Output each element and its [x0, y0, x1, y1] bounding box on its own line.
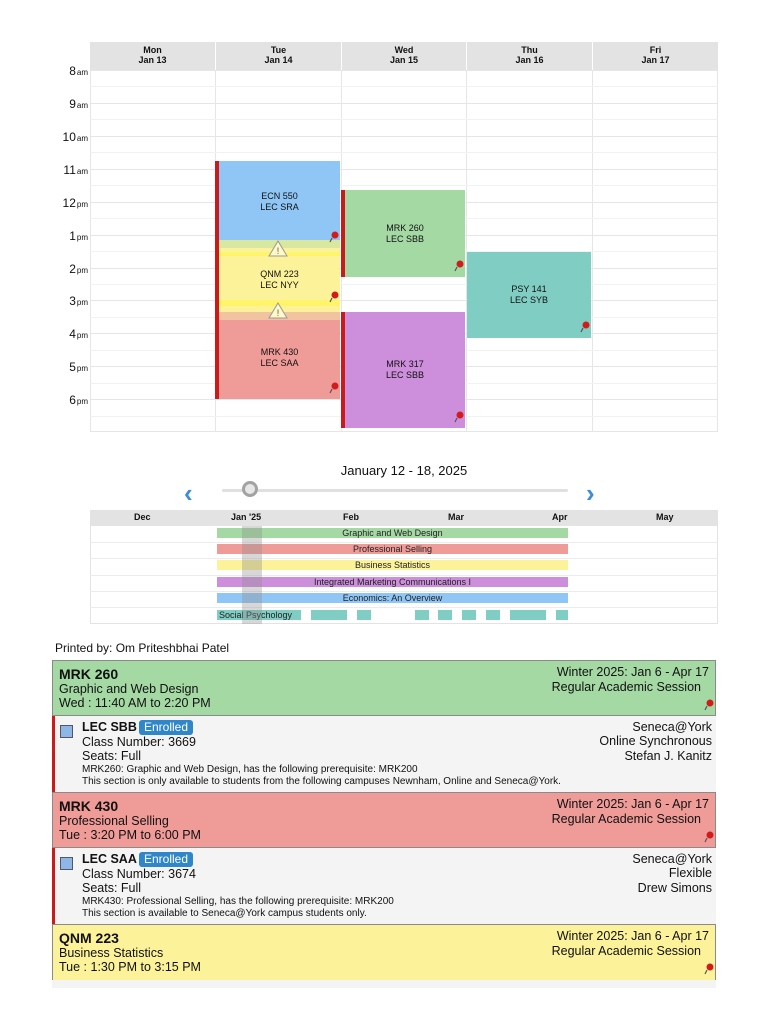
hour-number: 2 [69, 262, 76, 276]
svg-text:!: ! [276, 308, 280, 318]
course-header-qnm223[interactable] [52, 924, 716, 980]
printed-by: Printed by: Om Priteshbhai Patel [55, 641, 230, 655]
hour-label [58, 130, 88, 144]
instructor: Drew Simons [637, 881, 712, 895]
timeline-bar[interactable]: Professional Selling [217, 544, 568, 554]
hour-number: 5 [69, 360, 76, 374]
hour-number: 4 [69, 327, 76, 341]
day-header-mon [90, 42, 216, 70]
campus-note: This section is available to Seneca@York campus students only. [82, 908, 367, 919]
event-code: PSY 141 [511, 284, 547, 294]
hour-ampm: pm [76, 298, 88, 307]
hour-label [58, 163, 88, 177]
delivery-mode: Flexible [668, 866, 712, 880]
grid-line [90, 431, 718, 432]
hour-label [58, 393, 88, 407]
course-code: MRK 260 [59, 666, 119, 682]
enrolled-bar [215, 317, 219, 399]
section-name: LEC SAA [82, 852, 137, 866]
event-section: LEC SRA [260, 202, 299, 212]
grid-line [90, 136, 718, 137]
chevron-left-icon[interactable]: ‹ [184, 478, 193, 508]
event-code: QNM 223 [260, 269, 299, 279]
timeline-row-line [90, 575, 718, 576]
hour-number: 12 [62, 196, 76, 210]
course-time: Tue : 1:30 PM to 3:15 PM [59, 960, 201, 974]
list-fade [52, 980, 716, 988]
event-section: LEC SBB [385, 370, 425, 380]
warning-icon [268, 302, 288, 319]
timeline-month: Mar [448, 512, 465, 522]
pin-icon[interactable] [329, 231, 339, 243]
hour-label [58, 229, 88, 243]
campus: Seneca@York [632, 852, 712, 866]
event-mrk260[interactable] [345, 190, 465, 277]
section-row-lec-saa [52, 848, 716, 924]
timeline-bar-segment [311, 610, 347, 620]
course-term: Winter 2025: Jan 6 - Apr 17 [556, 665, 709, 679]
timeline-bar[interactable]: Graphic and Web Design [217, 528, 568, 538]
day-header-fri [593, 42, 718, 70]
section-name: LEC SBB [82, 720, 137, 734]
day-date: Jan 13 [138, 55, 167, 65]
course-title: Graphic and Web Design [59, 682, 199, 696]
course-code: QNM 223 [59, 930, 119, 946]
course-term: Winter 2025: Jan 6 - Apr 17 [556, 929, 709, 943]
instructor: Stefan J. Kanitz [624, 749, 712, 763]
grid-line [90, 185, 718, 186]
timeline-month: Jan '25 [231, 512, 262, 522]
timeline-bar-segment [462, 610, 476, 620]
timeline-bar-segment [556, 610, 568, 620]
status-badge: Enrolled [139, 720, 193, 735]
course-title: Business Statistics [59, 946, 164, 960]
course-session: Regular Academic Session [551, 944, 701, 958]
event-section: LEC SYB [509, 295, 549, 305]
grid-line [90, 169, 718, 170]
day-date: Jan 15 [389, 55, 419, 65]
section-checkbox[interactable] [60, 857, 73, 870]
warning-icon [268, 240, 288, 257]
course-time: Wed : 11:40 AM to 2:20 PM [59, 696, 211, 710]
class-number: Class Number: 3669 [82, 735, 196, 749]
grid-line [90, 300, 718, 301]
enrolled-bar [52, 848, 55, 924]
hour-label [58, 262, 88, 276]
course-code: MRK 430 [59, 798, 119, 814]
hour-label [58, 196, 88, 210]
hour-label [58, 97, 88, 111]
event-section: LEC SAA [260, 358, 299, 368]
hour-ampm: pm [76, 233, 88, 242]
campus-note: This section is only available to students from the following campuses Newnham, Online and Seneca@York. [82, 776, 561, 787]
hour-ampm: pm [76, 266, 88, 275]
pin-icon[interactable] [580, 321, 590, 333]
prerequisite-note: MRK260: Graphic and Web Design, has the following prerequisite: MRK200 [82, 764, 418, 775]
hour-ampm: am [76, 167, 88, 176]
enrolled-bar [215, 161, 219, 243]
course-time: Tue : 3:20 PM to 6:00 PM [59, 828, 201, 842]
day-name: Mon [143, 45, 162, 55]
timeline-month: Feb [343, 512, 360, 522]
event-psy141[interactable] [467, 252, 591, 338]
pin-icon[interactable] [454, 260, 464, 272]
hour-ampm: pm [76, 200, 88, 209]
pin-icon[interactable] [329, 291, 339, 303]
enrolled-bar [341, 190, 345, 277]
hour-label [58, 360, 88, 374]
course-header-mrk260[interactable] [52, 660, 716, 716]
section-row-lec-sbb [52, 716, 716, 792]
hour-number: 8 [69, 64, 76, 78]
event-section: LEC NYY [260, 280, 299, 290]
hour-number: 1 [69, 229, 76, 243]
hour-number: 10 [62, 130, 76, 144]
course-term: Winter 2025: Jan 6 - Apr 17 [556, 797, 709, 811]
pin-icon[interactable] [704, 831, 714, 843]
timeline-bar-segment [486, 610, 500, 620]
hour-number: 11 [63, 163, 76, 177]
timeline-bar-segment [510, 610, 546, 620]
timeline-bar-segment [438, 610, 452, 620]
pin-icon[interactable] [704, 699, 714, 711]
course-header-mrk430[interactable] [52, 792, 716, 848]
status-badge: Enrolled [139, 852, 193, 867]
pin-icon[interactable] [329, 382, 339, 394]
hour-ampm: am [76, 101, 88, 110]
hour-ampm: pm [76, 331, 88, 340]
timeline-bar-segment [415, 610, 429, 620]
course-session: Regular Academic Session [551, 680, 701, 694]
event-mrk430[interactable] [219, 317, 340, 399]
hour-number: 9 [69, 97, 76, 111]
week-slider-track[interactable] [222, 489, 568, 492]
pin-icon[interactable] [454, 411, 464, 423]
timeline-month: Apr [552, 512, 568, 522]
svg-text:!: ! [276, 246, 280, 256]
hour-ampm: pm [76, 397, 88, 406]
grid-line [90, 284, 718, 285]
section-checkbox[interactable] [60, 725, 73, 738]
hour-number: 6 [69, 393, 76, 407]
enrolled-bar [52, 716, 55, 792]
hour-label [58, 294, 88, 308]
event-section: LEC SBB [385, 233, 425, 244]
hour-ampm: am [76, 68, 88, 77]
event-code: MRK 317 [386, 359, 424, 369]
grid-line [90, 103, 718, 104]
event-code: MRK 260 [386, 222, 424, 233]
chevron-right-icon[interactable]: › [586, 478, 595, 508]
day-header-wed [342, 42, 467, 70]
timeline-bar[interactable]: Business Statistics [217, 560, 568, 570]
timeline-month: May [656, 512, 674, 522]
timeline-bar[interactable]: Integrated Marketing Communications I [217, 577, 568, 587]
timeline-bar[interactable]: Social Psychology [217, 610, 301, 620]
event-code: ECN 550 [261, 191, 298, 201]
course-title: Professional Selling [59, 814, 169, 828]
hour-label [58, 64, 88, 78]
day-date: Jan 16 [515, 55, 544, 65]
timeline-row-line [90, 591, 718, 592]
timeline-bar[interactable]: Economics: An Overview [217, 593, 568, 603]
grid-line [90, 152, 718, 153]
course-session: Regular Academic Session [551, 812, 701, 826]
seats: Seats: Full [82, 749, 142, 763]
delivery-mode: Online Synchronous [599, 734, 712, 748]
class-number: Class Number: 3674 [82, 867, 196, 881]
enrolled-bar [341, 312, 345, 428]
day-header-tue [216, 42, 342, 70]
timeline-row-line [90, 542, 718, 543]
current-week-highlight [242, 526, 262, 624]
event-mrk317[interactable] [345, 312, 465, 428]
day-name: Tue [270, 45, 287, 55]
hour-label [58, 327, 88, 341]
grid-line [90, 86, 718, 87]
hour-number: 3 [69, 294, 76, 308]
grid-line [90, 119, 718, 120]
seats: Seats: Full [82, 881, 142, 895]
campus: Seneca@York [632, 720, 712, 734]
timeline-row-line [90, 607, 718, 608]
timeline-row-line [90, 558, 718, 559]
timeline-month: Dec [134, 512, 151, 522]
day-name: Wed [394, 45, 414, 55]
timeline-header [90, 510, 718, 526]
week-slider-handle[interactable] [242, 481, 258, 497]
event-code: MRK 430 [260, 347, 299, 357]
hour-ampm: am [76, 134, 88, 143]
hour-ampm: pm [76, 364, 88, 373]
day-name: Thu [521, 45, 538, 55]
prerequisite-note: MRK430: Professional Selling, has the following prerequisite: MRK200 [82, 896, 394, 907]
pin-icon[interactable] [704, 963, 714, 975]
day-name: Fri [649, 45, 662, 55]
day-date: Jan 17 [641, 55, 670, 65]
week-range-label: January 12 - 18, 2025 [340, 463, 468, 478]
day-header-thu [467, 42, 593, 70]
timeline-bar-segment [357, 610, 371, 620]
event-ecn550[interactable] [219, 161, 340, 243]
grid-line [90, 70, 718, 71]
day-date: Jan 14 [264, 55, 293, 65]
